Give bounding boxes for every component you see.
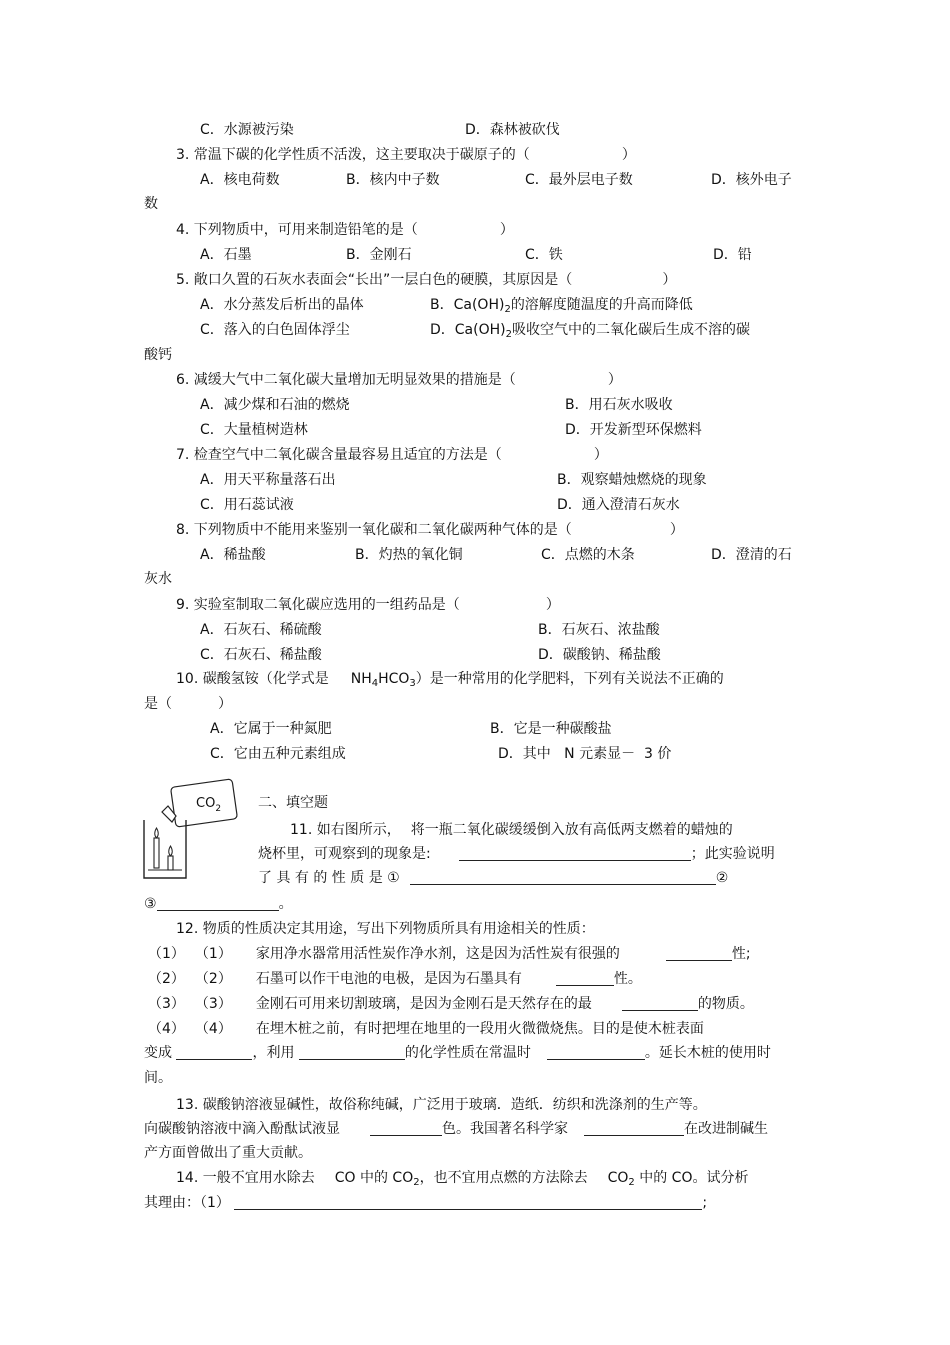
q12-blank-1[interactable]: [666, 946, 732, 961]
question-11-line2: 烧杯里，可观察到的现象是: ；此实验说明: [258, 846, 775, 862]
q3-option-a: A．核电荷数: [200, 172, 280, 188]
question-6-close: ）: [607, 372, 622, 388]
question-13-line2: 向碳酸钠溶液中滴入酚酞试液显 色。我国著名科学家 在改进制碱生: [144, 1121, 768, 1137]
q11-mark-2: ②: [715, 870, 729, 886]
q12-blank-4c[interactable]: [547, 1045, 645, 1060]
question-3: [176, 146, 636, 164]
question-7: [176, 446, 608, 464]
q12-item-4-line2: 变成 ，利用 的化学性质在常温时 。延长木桩的使用时: [144, 1045, 771, 1061]
q9-option-b: B．石灰石、浓盐酸: [538, 622, 660, 638]
question-6: [176, 371, 622, 389]
question-3-close: ）: [621, 147, 636, 163]
q2-option-c: C．水源被污染: [200, 122, 294, 138]
q12-blank-3[interactable]: [622, 996, 698, 1011]
question-9-close: ）: [545, 597, 560, 613]
q14-blank-reason-1[interactable]: [234, 1195, 702, 1210]
question-5-stem: 5. 敞口久置的石灰水表面会“长出”一层白色的硬膜，其原因是（: [176, 272, 573, 288]
q10-option-c: C．它由五种元素组成: [210, 746, 346, 762]
q9-option-a: A．石灰石、稀硫酸: [200, 622, 322, 638]
short-candle: [168, 856, 173, 870]
question-10-wrap: 是（ ）: [144, 696, 232, 712]
question-11-line4: ③ 。: [144, 896, 293, 912]
q12-blank-2[interactable]: [556, 971, 614, 986]
q3-wrap: 数: [144, 196, 158, 212]
question-11-line1: 11. 如右图所示， 将一瓶二氧化碳缓缓倒入放有高低两支燃着的蜡烛的: [290, 822, 733, 838]
q12-blank-4b[interactable]: [299, 1045, 405, 1060]
question-3-stem: 3. 常温下碳的化学性质不活泼，这主要取决于碳原子的（: [176, 147, 530, 163]
question-13-line1: 13. 碳酸钠溶液显碱性，故俗称纯碱，广泛用于玻璃．造纸．纺织和洗涤剂的生产等。: [176, 1097, 707, 1113]
question-14-line2: 其理由：（1） ;: [144, 1195, 708, 1211]
q10-option-b: B．它是一种碳酸盐: [490, 721, 612, 737]
q8-option-c: C．点燃的木条: [541, 547, 635, 563]
q6-option-c: C．大量植树造林: [200, 422, 308, 438]
q12-item-4-line3: 间。: [144, 1070, 172, 1086]
q8-option-b: B．灼热的氧化铜: [355, 547, 463, 563]
question-5-close: ）: [662, 272, 677, 288]
question-13-line3: 产方面曾做出了重大贡献。: [144, 1145, 312, 1161]
q5-option-b: B．$Ca(OH)_2$的溶解度随温度的升高而降低: [430, 297, 693, 315]
q7-option-a: A．用天平称量落石出: [200, 472, 336, 488]
q6-option-b: B．用石灰水吸收: [565, 397, 673, 413]
q11-mark-3: ③: [144, 896, 157, 912]
q7-option-c: C．用石蕊试液: [200, 497, 294, 513]
q13-blank-scientist[interactable]: [584, 1121, 684, 1136]
q12-blank-4a[interactable]: [176, 1045, 252, 1060]
q10-option-d: D．其中 N 元素显－ 3 价: [498, 746, 672, 762]
tall-candle: [154, 838, 159, 868]
q2-option-d: D．森林被砍伐: [465, 122, 560, 138]
question-9: [176, 596, 560, 614]
q5-option-a: A．水分蒸发后析出的晶体: [200, 297, 364, 313]
question-11-line3: 了 具 有 的 性 质 是 ① ②: [258, 870, 729, 886]
q4-option-d: D．铅: [713, 247, 752, 263]
question-4: [176, 221, 514, 239]
q12-item-1: （1） （1） 家用净水器常用活性炭作净水剂，这是因为活性炭有很强的 性;: [148, 946, 751, 962]
question-8-close: ）: [669, 522, 684, 538]
q7-option-d: D．通入澄清石灰水: [557, 497, 680, 513]
q10-option-a: A．它属于一种氮肥: [210, 721, 332, 737]
q7-option-b: B．观察蜡烛燃烧的现象: [557, 472, 707, 488]
question-10: 10. 碳酸氢铵（化学式是 $NH_4HCO_3$）是一种常用的化学肥料，下列有关说法不正确的: [176, 671, 724, 689]
short-candle-flame: [169, 846, 173, 856]
q9-option-d: D．碳酸钠、稀盐酸: [538, 647, 661, 663]
q13-blank-color[interactable]: [370, 1121, 442, 1136]
question-4-close: ）: [499, 222, 514, 238]
beaker-shape: [144, 820, 186, 878]
q3-option-b: B．核内中子数: [346, 172, 440, 188]
question-8: [176, 521, 684, 539]
q4-option-a: A．石墨: [200, 247, 252, 263]
question-7-stem: 7. 检查空气中二氧化碳含量最容易且适宜的方法是（: [176, 447, 502, 463]
question-4-stem: 4. 下列物质中，可用来制造铅笔的是（: [176, 222, 418, 238]
q6-option-a: A．减少煤和石油的燃烧: [200, 397, 350, 413]
q4-option-c: C．铁: [525, 247, 563, 263]
question-7-close: ）: [593, 447, 608, 463]
q8-wrap: 灰水: [144, 571, 172, 587]
q11-blank-property-3[interactable]: [157, 896, 279, 911]
question-12-stem: 12. 物质的性质决定其用途，写出下列物质所具有用途相关的性质：: [176, 921, 595, 937]
q6-option-d: D．开发新型环保燃料: [565, 422, 702, 438]
q8-option-a: A．稀盐酸: [200, 547, 266, 563]
tall-candle-flame: [155, 828, 159, 838]
q5-wrap: 酸钙: [144, 347, 172, 363]
q9-option-c: C．石灰石、稀盐酸: [200, 647, 322, 663]
question-5: [176, 271, 676, 289]
q8-option-d: D．澄清的石: [711, 547, 792, 563]
q12-item-3: （3） （3） 金刚石可用来切割玻璃，是因为金刚石是天然存在的最 的物质。: [148, 996, 754, 1012]
q3-option-d: D．核外电子: [711, 172, 792, 188]
q4-option-b: B．金刚石: [346, 247, 412, 263]
question-9-stem: 9. 实验室制取二氧化碳应选用的一组药品是（: [176, 597, 460, 613]
q11-blank-property-1[interactable]: [410, 870, 716, 885]
question-14-line1: 14. 一般不宜用水除去 CO 中的 $CO_2$，也不宜用点燃的方法除去 $CO_2$ 中的 CO。试分析: [176, 1170, 749, 1188]
q12-item-4: （4） （4） 在埋木桩之前，有时把埋在地里的一段用火微微烧焦。目的是使木桩表面: [148, 1021, 704, 1037]
question-8-stem: 8. 下列物质中不能用来鉴别一氧化碳和二氧化碳两种气体的是（: [176, 522, 572, 538]
q5-option-d: D．$Ca(OH)_2$吸收空气中的二氧化碳后生成不溶的碳: [430, 322, 750, 340]
q3-option-c: C．最外层电子数: [525, 172, 633, 188]
q5-option-c: C．落入的白色固体浮尘: [200, 322, 350, 338]
co2-beaker-figure: [140, 778, 240, 883]
question-6-stem: 6. 减缓大气中二氧化碳大量增加无明显效果的措施是（: [176, 372, 516, 388]
q11-blank-phenomenon[interactable]: [459, 846, 691, 861]
q12-item-2: （2） （2） 石墨可以作干电池的电极，是因为石墨具有 性。: [148, 971, 642, 987]
section-fill-in-title: 二、填空题: [258, 795, 328, 811]
co2-label: $CO_2$: [196, 796, 222, 814]
